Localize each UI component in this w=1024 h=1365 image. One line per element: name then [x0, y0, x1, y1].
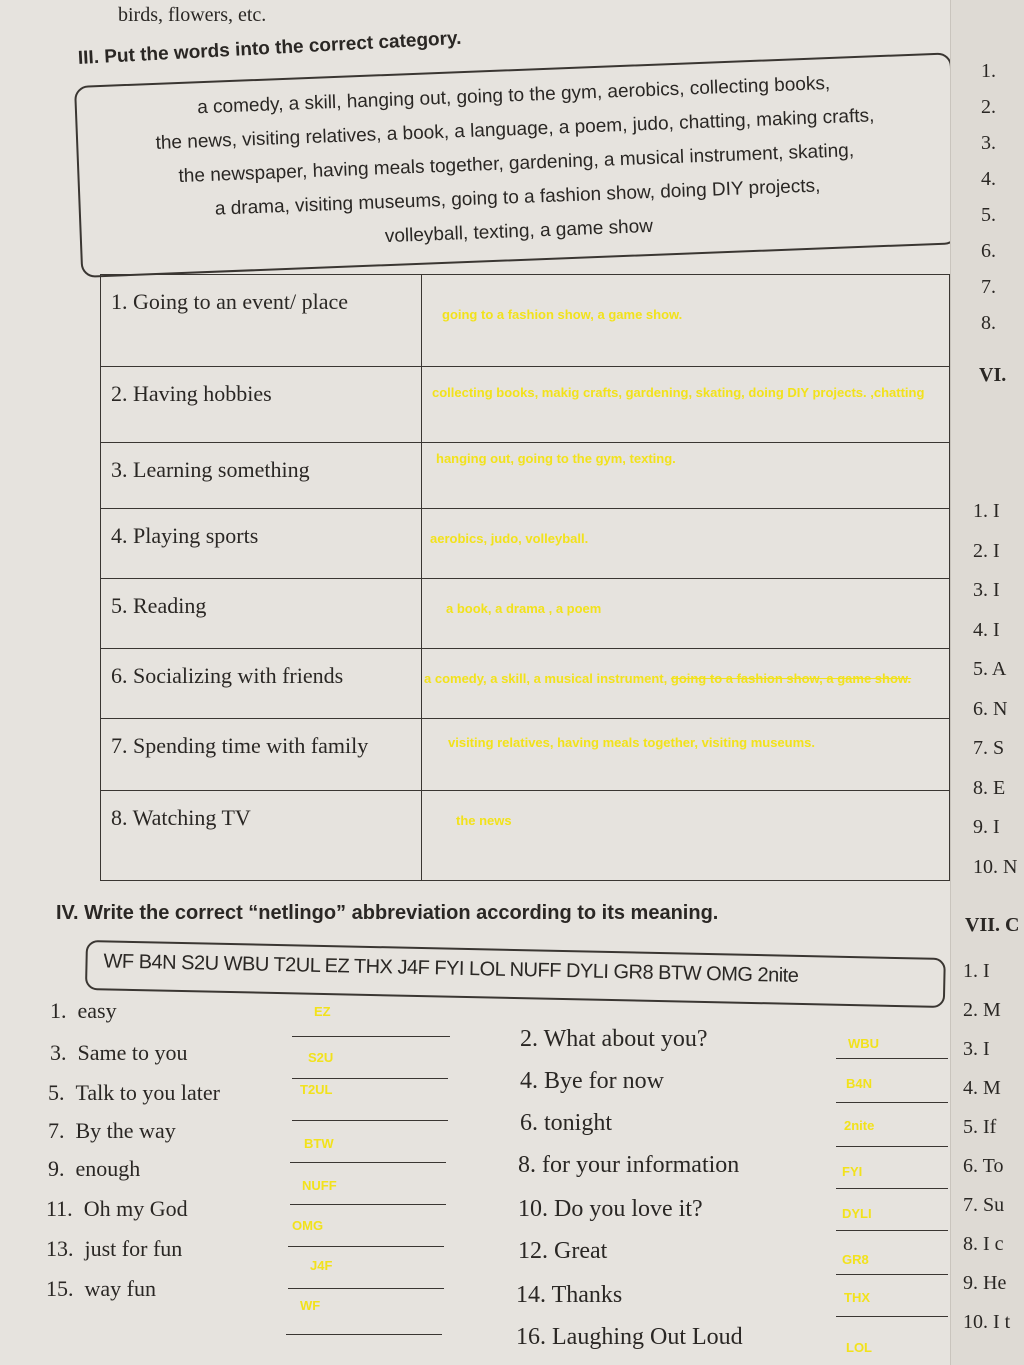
category-label: 3. Learning something	[101, 443, 422, 509]
side-number: 1.	[973, 500, 988, 522]
answer-line	[292, 1036, 450, 1037]
side-letter: I c	[983, 1233, 1004, 1255]
exercise-item	[516, 1324, 743, 1351]
table-row	[101, 367, 950, 443]
side-letter: If	[983, 1116, 997, 1138]
side-number: 3.	[963, 1038, 978, 1060]
category-label: 5. Reading	[101, 579, 422, 649]
category-answer-struck: going to a fashion show, a game show.	[670, 671, 912, 686]
item-text: easy	[77, 998, 117, 1023]
exercise-item	[518, 1196, 703, 1223]
side-number: 4.	[973, 618, 988, 641]
category-label: 2. Having hobbies	[101, 367, 422, 443]
answer-line	[290, 1162, 446, 1163]
item-number: 2.	[520, 1026, 538, 1052]
side-row	[973, 737, 1004, 760]
answer-line	[292, 1120, 448, 1121]
item-number: 6.	[520, 1110, 538, 1136]
category-answer-cell[interactable]	[422, 649, 950, 719]
item-text: Same to you	[77, 1040, 188, 1065]
item-answer[interactable]: NUFF	[302, 1178, 337, 1193]
item-answer[interactable]: S2U	[308, 1050, 334, 1065]
item-answer[interactable]: EZ	[314, 1004, 331, 1019]
item-text: Thanks	[551, 1282, 623, 1308]
side-row	[981, 240, 996, 263]
word-line: the news, visiting relatives, a book, a language, a poem, judo, chatting, making crafts,	[155, 105, 875, 154]
netlingo-words: WF B4N S2U WBU T2UL EZ THX J4F FYI LOL NUFF DYLI GR8 BTW OMG 2nite	[103, 950, 799, 987]
item-text: By the way	[75, 1118, 176, 1143]
item-number: 8.	[518, 1152, 536, 1178]
netlingo-word-bank	[85, 940, 946, 1008]
side-number: 10.	[963, 1311, 988, 1333]
table-row	[101, 719, 950, 791]
exercise-item	[516, 1282, 622, 1309]
side-number: 3.	[973, 579, 988, 601]
side-letter: S	[993, 737, 1005, 759]
item-number: 14.	[516, 1282, 546, 1308]
category-answer-cell[interactable]	[422, 443, 950, 509]
answer-line	[836, 1188, 948, 1189]
top-text: birds, flowers, etc.	[118, 4, 267, 26]
answer-line	[836, 1058, 948, 1059]
side-row	[973, 579, 1000, 602]
side-row	[963, 999, 1001, 1022]
item-text: Laughing Out Loud	[552, 1324, 743, 1350]
category-answer	[424, 671, 911, 686]
side-row	[973, 658, 1006, 681]
table-row	[101, 579, 950, 649]
side-letter: I t	[993, 1311, 1011, 1333]
side-number: 6.	[981, 240, 996, 262]
exercise-item	[48, 1080, 220, 1106]
item-answer[interactable]: OMG	[292, 1218, 324, 1233]
side-number: 1.	[963, 960, 978, 982]
side-row	[963, 1155, 1003, 1178]
item-number: 9.	[48, 1156, 65, 1181]
category-label: 8. Watching TV	[101, 791, 422, 881]
item-answer[interactable]: T2UL	[300, 1082, 333, 1097]
side-heading-vi: VI.	[979, 364, 1007, 386]
item-number: 5.	[48, 1080, 65, 1105]
side-row	[981, 204, 996, 227]
table-row	[101, 649, 950, 719]
side-row	[963, 1077, 1001, 1100]
category-answer: a book, a drama , a poem	[446, 601, 602, 616]
word-line: a drama, visiting museums, going to a fashion show, doing DIY projects,	[214, 175, 821, 220]
answer-line	[290, 1204, 446, 1205]
side-row	[981, 276, 996, 299]
item-answer[interactable]: GR8	[842, 1252, 869, 1267]
side-number: 2.	[973, 539, 988, 562]
side-number: 2.	[963, 999, 978, 1021]
side-number: 5.	[963, 1116, 978, 1138]
side-number: 7.	[973, 737, 988, 759]
side-row	[973, 540, 1000, 563]
item-number: 1.	[50, 998, 67, 1023]
side-letter: I	[993, 618, 1000, 641]
category-answer-text: a comedy, a skill, a musical instrument,	[424, 671, 668, 686]
item-answer[interactable]: WF	[300, 1298, 321, 1313]
item-text: enough	[75, 1156, 141, 1181]
item-answer[interactable]: J4F	[310, 1258, 333, 1273]
item-text: Bye for now	[544, 1068, 664, 1094]
item-answer[interactable]: LOL	[846, 1340, 872, 1355]
exercise-item	[50, 1040, 188, 1066]
side-letter: M	[983, 999, 1001, 1021]
side-row	[973, 500, 1000, 523]
item-text: Talk to you later	[75, 1080, 220, 1105]
table-row	[101, 443, 950, 509]
category-answer-cell[interactable]	[422, 275, 950, 367]
side-row	[963, 1116, 996, 1139]
exercise-item	[48, 1156, 140, 1182]
side-letter: I	[993, 500, 1000, 522]
category-answer: going to a fashion show, a game show.	[442, 307, 683, 322]
category-answer-cell[interactable]	[422, 509, 950, 579]
item-number: 4.	[520, 1068, 538, 1094]
side-letter: A	[991, 658, 1007, 680]
side-number: 3.	[981, 132, 996, 154]
side-row	[963, 1233, 1004, 1256]
side-row	[963, 1272, 1006, 1295]
answer-line	[292, 1078, 448, 1079]
item-answer[interactable]: FYI	[842, 1164, 863, 1179]
side-number: 10.	[973, 855, 998, 878]
item-number: 16.	[516, 1324, 546, 1350]
side-number: 5.	[981, 204, 996, 226]
answer-line	[288, 1288, 444, 1289]
item-text: just for fun	[84, 1236, 183, 1261]
side-number: 4.	[981, 168, 996, 190]
category-answer-cell[interactable]	[422, 719, 950, 791]
category-answer-cell[interactable]	[422, 367, 950, 443]
word-box	[74, 52, 959, 278]
side-number: 6.	[973, 697, 988, 720]
answer-line	[288, 1246, 444, 1247]
item-number: 3.	[50, 1040, 67, 1065]
item-answer[interactable]: B4N	[846, 1076, 873, 1091]
side-number: 5.	[973, 658, 988, 680]
item-answer[interactable]: WBU	[848, 1036, 880, 1051]
side-letter: Su	[983, 1194, 1005, 1216]
exercise-item	[46, 1236, 182, 1262]
side-letter: I	[983, 1038, 990, 1060]
side-number: 2.	[981, 96, 996, 118]
item-text: way fun	[84, 1276, 156, 1301]
answer-line	[836, 1274, 948, 1275]
side-letter: E	[993, 776, 1006, 799]
exercise-item	[48, 1118, 176, 1144]
item-text: tonight	[544, 1110, 613, 1136]
side-row	[973, 856, 1017, 879]
side-row	[973, 816, 1000, 839]
word-line: volleyball, texting, a game show	[384, 215, 654, 248]
answer-line	[836, 1146, 948, 1147]
item-text: Great	[554, 1238, 608, 1264]
side-number: 8.	[963, 1233, 978, 1255]
side-number: 8.	[973, 776, 988, 799]
category-label: 7. Spending time with family	[101, 719, 422, 791]
table-row	[101, 275, 950, 367]
category-label: 1. Going to an event/ place	[101, 275, 422, 367]
category-table	[100, 274, 950, 881]
section4-heading: IV. Write the correct “netlingo” abbreviation according to its meaning.	[56, 902, 719, 924]
side-number: 7.	[981, 276, 996, 298]
item-number: 7.	[48, 1118, 65, 1143]
item-number: 10.	[518, 1196, 548, 1222]
category-answer: the news	[456, 813, 512, 828]
side-letter: I	[993, 816, 1000, 838]
exercise-item	[50, 998, 117, 1024]
side-row	[981, 168, 996, 191]
side-letter: To	[982, 1155, 1004, 1177]
side-row	[981, 312, 996, 335]
side-row	[981, 60, 996, 83]
item-text: Do you love it?	[554, 1196, 703, 1222]
category-answer-cell[interactable]	[422, 791, 950, 881]
item-number: 12.	[518, 1238, 548, 1264]
side-number: 4.	[963, 1077, 978, 1099]
answer-line	[836, 1102, 948, 1103]
category-answer: visiting relatives, having meals together, visiting museums.	[448, 735, 816, 750]
category-label: 6. Socializing with friends	[101, 649, 422, 719]
exercise-item	[520, 1068, 664, 1095]
item-text: What about you?	[543, 1026, 708, 1052]
item-answer[interactable]: DYLI	[842, 1206, 872, 1221]
category-answer-cell[interactable]	[422, 579, 950, 649]
category-label: 4. Playing sports	[101, 509, 422, 579]
side-letter: He	[983, 1272, 1007, 1294]
side-heading-vii: VII. C	[965, 914, 1020, 936]
side-row	[973, 698, 1007, 721]
item-answer[interactable]: THX	[844, 1290, 870, 1305]
side-number: 1.	[981, 60, 996, 82]
answer-line	[286, 1334, 442, 1335]
section3-heading: III. Put the words into the correct category.	[77, 27, 462, 69]
category-answer: aerobics, judo, volleyball.	[430, 531, 589, 546]
side-row	[973, 777, 1005, 800]
answer-line	[836, 1230, 948, 1231]
exercise-item	[520, 1110, 612, 1137]
side-letter: I	[993, 579, 1000, 601]
item-answer[interactable]: BTW	[304, 1136, 334, 1151]
exercise-item	[46, 1196, 188, 1222]
side-row	[981, 96, 996, 119]
item-number: 11.	[46, 1196, 73, 1221]
table-row	[101, 791, 950, 881]
side-letter: I	[993, 539, 1000, 562]
exercise-item	[520, 1026, 708, 1053]
side-letter: I	[983, 960, 990, 982]
answer-line	[836, 1316, 948, 1317]
side-letter: N	[1003, 855, 1018, 878]
item-text: Oh my God	[83, 1196, 188, 1221]
side-letter: N	[993, 697, 1008, 720]
side-row	[963, 960, 990, 983]
item-text: for your information	[542, 1152, 740, 1178]
side-column	[950, 0, 1024, 1365]
word-line: a comedy, a skill, hanging out, going to the gym, aerobics, collecting books,	[196, 72, 831, 119]
side-row	[963, 1038, 990, 1061]
word-line: the newspaper, having meals together, gardening, a musical instrument, skating,	[178, 140, 855, 188]
exercise-item	[46, 1276, 156, 1302]
side-number: 7.	[963, 1194, 978, 1216]
side-row	[981, 132, 996, 155]
table-row	[101, 509, 950, 579]
side-number: 9.	[963, 1272, 978, 1294]
item-number: 13.	[46, 1236, 74, 1261]
side-row	[963, 1311, 1010, 1334]
item-answer[interactable]: 2nite	[844, 1118, 875, 1133]
item-number: 15.	[46, 1276, 74, 1301]
side-letter: M	[983, 1077, 1001, 1099]
category-answer: hanging out, going to the gym, texting.	[436, 451, 676, 466]
side-row	[973, 619, 1000, 642]
exercise-item	[518, 1152, 739, 1179]
category-answer: collecting books, makig crafts, gardening, skating, doing DIY projects. ,chatting	[432, 385, 925, 400]
side-row	[963, 1194, 1004, 1217]
side-number: 8.	[981, 312, 996, 334]
side-number: 6.	[963, 1155, 978, 1177]
exercise-item	[518, 1238, 607, 1265]
side-number: 9.	[973, 816, 988, 838]
